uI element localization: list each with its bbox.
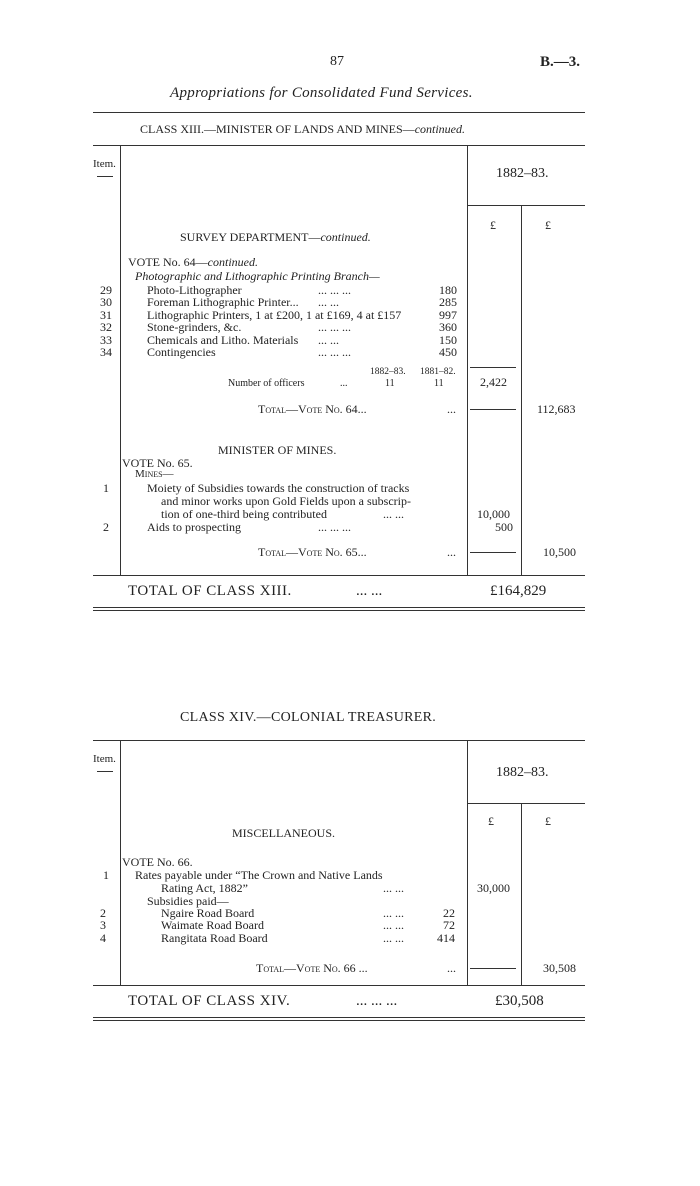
item-amount: 414 xyxy=(437,930,455,945)
item-description: tion of one-third being contributed xyxy=(161,507,327,521)
rule xyxy=(97,771,113,772)
leader-dots: ... ... ... xyxy=(318,345,351,359)
class14-total: £30,508 xyxy=(495,993,544,1009)
item-number: 1 xyxy=(103,868,109,882)
item-number: 31 xyxy=(100,307,112,322)
item-description: Waimate Road Board xyxy=(161,918,265,933)
item-description: Rangitata Road Board xyxy=(161,930,268,945)
officers-year-col: 1881–82. xyxy=(420,367,456,377)
table-top-rule xyxy=(93,145,585,146)
item-column-label: Item. xyxy=(93,753,116,765)
total-label: Total—Vote No. 66 ... xyxy=(256,961,368,975)
leader-dots: ... ... ... xyxy=(318,320,351,335)
rule xyxy=(470,552,516,553)
leader-dots: ... ... xyxy=(383,918,404,933)
leader-dots: ... ... xyxy=(383,906,404,920)
rule xyxy=(93,985,585,986)
item-amount: 30,000 xyxy=(477,881,510,895)
class13-total: £164,829 xyxy=(490,583,547,599)
column-rule xyxy=(521,205,522,575)
pound-sign: £ xyxy=(490,218,496,232)
rule xyxy=(93,112,585,113)
item-amount: 450 xyxy=(439,345,457,359)
section-title: MISCELLANEOUS. xyxy=(232,826,336,840)
officers-count: 11 xyxy=(385,378,395,389)
column-rule xyxy=(521,803,522,985)
column-rule xyxy=(467,145,468,575)
page-number: 87 xyxy=(330,54,344,69)
item-description: Moiety of Subsidies towards the construction of tracks xyxy=(147,481,410,495)
leader-dots: ... ... ... xyxy=(318,283,351,297)
item-amount: 360 xyxy=(439,320,457,335)
column-rule xyxy=(120,145,121,575)
item-number: 3 xyxy=(100,918,106,933)
pound-sign: £ xyxy=(545,814,551,828)
officers-count: 11 xyxy=(434,378,444,389)
item-description: Foreman Lithographic Printer... xyxy=(147,295,299,310)
item-number: 34 xyxy=(100,345,112,359)
item-amount: 997 xyxy=(439,307,457,322)
item-number: 30 xyxy=(100,295,112,310)
item-amount: 180 xyxy=(439,283,457,297)
leader-dots: ... ... xyxy=(383,507,404,521)
vote64-total: 112,683 xyxy=(537,402,576,416)
pound-sign: £ xyxy=(545,218,551,232)
vote-heading: VOTE No. 65. xyxy=(122,456,193,470)
item-amount: 285 xyxy=(439,295,457,310)
item-description: Lithographic Printers, 1 at £200, 1 at £169, 4 at £157 xyxy=(147,307,402,322)
rule xyxy=(470,367,516,368)
leader-dots: ... xyxy=(447,402,456,416)
leader-dots: ... ... xyxy=(383,881,404,895)
item-number: 32 xyxy=(100,320,112,335)
item-amount: 22 xyxy=(443,906,455,920)
vote-heading: VOTE No. 66. xyxy=(122,855,193,869)
item-description: Chemicals and Litho. Materials xyxy=(147,332,299,347)
item-number: 1 xyxy=(103,481,109,495)
total-label: Total—Vote No. 64... xyxy=(258,402,367,416)
leader-dots: ... ... xyxy=(318,295,339,310)
subheading: Subsidies paid— xyxy=(147,894,229,908)
leader-dots: ... ... xyxy=(383,930,404,945)
item-amount: 72 xyxy=(443,918,455,933)
vote-heading: VOTE No. 64—continued. xyxy=(128,255,258,269)
leader-dots: ... ... xyxy=(318,332,339,347)
item-number: 33 xyxy=(100,332,112,347)
item-description: Ngaire Road Board xyxy=(161,906,255,920)
item-amount: 10,000 xyxy=(477,507,510,521)
rule xyxy=(97,176,113,177)
column-rule xyxy=(467,740,468,985)
item-number: 2 xyxy=(100,906,106,920)
page-title: Appropriations for Consolidated Fund Services. xyxy=(170,85,473,101)
item-description: Contingencies xyxy=(147,345,216,359)
leader-dots: ... xyxy=(447,961,456,975)
leader-dots: ... xyxy=(447,545,456,559)
item-description: Aids to prospecting xyxy=(147,520,241,534)
pound-sign: £ xyxy=(488,814,494,828)
class13-total-label: TOTAL OF CLASS XIII. xyxy=(128,583,292,599)
class14-total-label: TOTAL OF CLASS XIV. xyxy=(128,993,291,1009)
item-description: Photo-Lithographer xyxy=(147,283,242,297)
item-description: and minor works upon Gold Fields upon a subscrip- xyxy=(161,494,411,508)
rule xyxy=(470,409,516,410)
rule xyxy=(93,1020,585,1021)
item-amount: 150 xyxy=(439,332,457,347)
column-rule xyxy=(120,740,121,985)
rule xyxy=(93,1017,585,1018)
leader-dots: ... ... ... xyxy=(318,520,351,534)
rule xyxy=(470,968,516,969)
class14-heading: CLASS XIV.—COLONIAL TREASURER. xyxy=(180,710,437,725)
section-title: SURVEY DEPARTMENT—continued. xyxy=(180,230,371,244)
item-description: Stone-grinders, &c. xyxy=(147,320,242,335)
class13-heading: CLASS XIII.—MINISTER OF LANDS AND MINES—continued. xyxy=(140,122,466,136)
year-heading: 1882–83. xyxy=(496,166,549,181)
vote64-subtotal: 2,422 xyxy=(480,375,507,389)
leader-dots: ... ... xyxy=(356,583,383,599)
leader-dots: ... xyxy=(340,378,348,389)
rule xyxy=(93,607,585,608)
item-amount: 500 xyxy=(495,520,513,534)
section-title: MINISTER OF MINES. xyxy=(218,443,337,457)
rule xyxy=(93,575,585,576)
officers-label: Number of officers xyxy=(228,378,305,389)
item-description: Rates payable under “The Crown and Native Lands xyxy=(135,868,383,882)
vote65-total: 10,500 xyxy=(543,545,576,559)
rule xyxy=(467,803,585,804)
subheading: Mines— xyxy=(135,468,174,480)
leader-dots: ... ... ... xyxy=(356,993,398,1009)
item-description: Rating Act, 1882” xyxy=(161,881,248,895)
year-heading: 1882–83. xyxy=(496,765,549,780)
item-number: 29 xyxy=(100,283,112,297)
officers-year-col: 1882–83. xyxy=(370,367,406,377)
rule xyxy=(93,610,585,611)
table-top-rule xyxy=(93,740,585,741)
branch-heading: Photographic and Lithographic Printing Branch— xyxy=(135,269,380,283)
rule xyxy=(467,205,585,206)
vote66-total: 30,508 xyxy=(543,961,576,975)
item-number: 2 xyxy=(103,520,109,534)
total-label: Total—Vote No. 65... xyxy=(258,545,367,559)
item-number: 4 xyxy=(100,930,106,945)
item-column-label: Item. xyxy=(93,158,116,170)
document-reference: B.—3. xyxy=(540,54,581,70)
